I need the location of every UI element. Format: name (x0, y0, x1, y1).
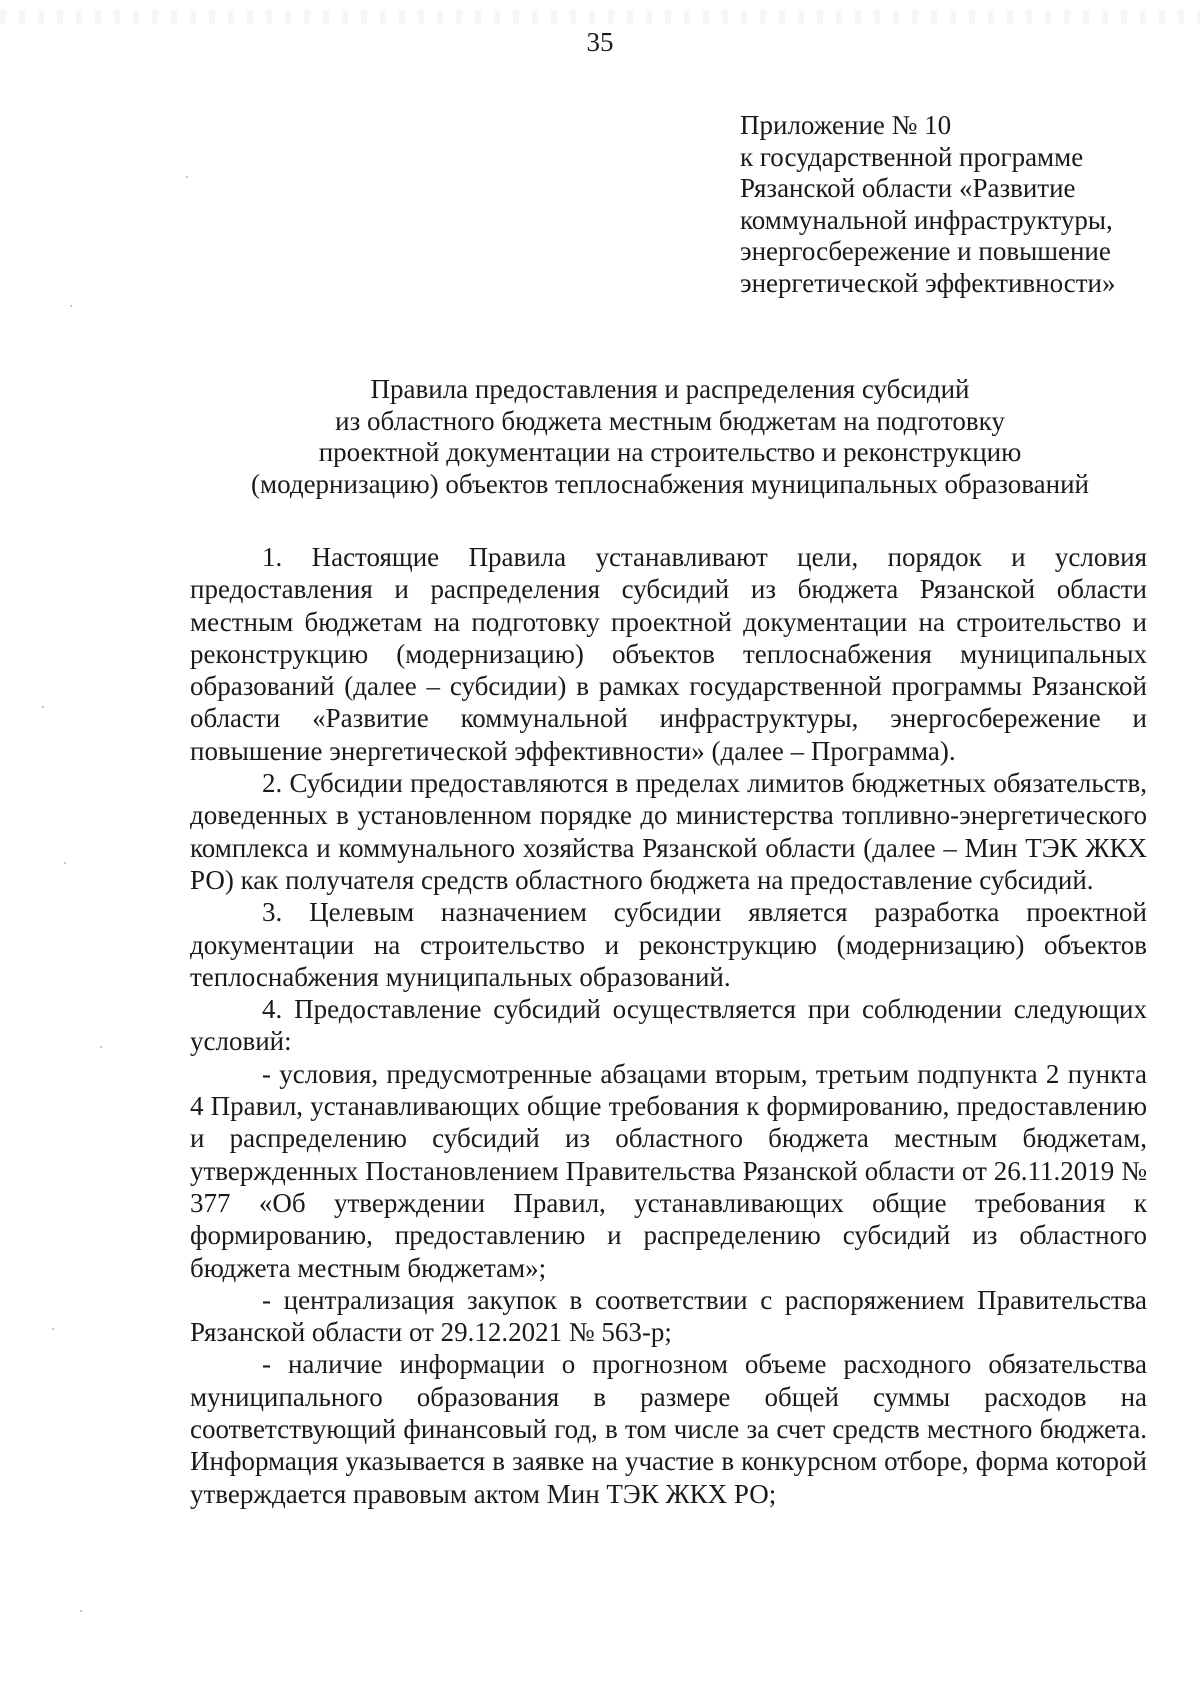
scan-artifact-strip (0, 10, 1200, 24)
appendix-line: энергосбережение и повышение (740, 236, 1111, 266)
page-number: 35 (586, 27, 614, 57)
appendix-line: Приложение № 10 (740, 110, 952, 140)
condition-item-3: - наличие информации о прогнозном объеме расходного обязательства муниципального образования в размере общей суммы расходов на соответствующий финансовый год, в том числе за счет средств местного бюджета. Информация указывается в заявке на участие в конкурсном отборе, форма которой утверждается правовым актом Мин ТЭК ЖКХ РО; (190, 1349, 1147, 1509)
appendix-line: Рязанской области «Развитие (740, 173, 1076, 203)
document-body (190, 541, 1147, 1510)
scan-speck (70, 305, 72, 307)
title-line: из областного бюджета местным бюджетам на подготовку (335, 405, 1005, 436)
document-title (190, 374, 1150, 500)
appendix-note (740, 110, 1180, 299)
appendix-line: энергетической эффективности» (740, 267, 1116, 298)
condition-item-2: - централизация закупок в соответствии с распоряжением Правительства Рязанской области от 29.12.2021 № 563-р; (190, 1284, 1147, 1348)
scan-speck (42, 706, 44, 708)
scan-speck (80, 1610, 82, 1612)
appendix-line: коммунальной инфраструктуры, (740, 204, 1113, 235)
scan-speck (100, 1046, 102, 1048)
paragraph-item-2: 2. Субсидии предоставляются в пределах лимитов бюджетных обязательств, доведенных в установленном порядке до министерства топливно-энергетического комплекса и коммунального хозяйства Рязанской области (далее – Мин ТЭК ЖКХ РО) как получателя средств областного бюджета на предоставление субсидий. (190, 768, 1147, 895)
title-line: проектной документации на строительство и реконструкцию (318, 437, 1022, 467)
paragraph-item-4: 4. Предоставление субсидий осуществляется при соблюдении следующих условий: (190, 994, 1147, 1057)
appendix-line: к государственной программе (740, 141, 1084, 172)
paragraph-item-3: 3. Целевым назначением субсидии является разработка проектной документации на строительство и реконструкцию (модернизацию) объектов теплоснабжения муниципальных образований. (190, 897, 1147, 992)
title-line: Правила предоставления и распределения субсидий (370, 374, 970, 404)
scan-speck (64, 862, 66, 864)
scan-speck (186, 176, 188, 178)
scan-speck (52, 1328, 54, 1330)
condition-item-1: - условия, предусмотренные абзацами вторым, третьим подпункта 2 пункта 4 Правил, устанавливающих общие требования к формированию, предоставлению и распределению субсидий из областного бюджета местным бюджетам, утвержденных Постановлением Правительства Рязанской области от 26.11.2019 № 377 «Об утверждении Правил, устанавливающих общие требования к формированию, предоставлению и распределению субсидий из областного бюджета местным бюджетам»; (190, 1058, 1147, 1283)
paragraph-item-1: 1. Настоящие Правила устанавливают цели, порядок и условия предоставления и распределения субсидий из бюджета Рязанской области местным бюджетам на подготовку проектной документации на строительство и реконструкцию (модернизацию) объектов теплоснабжения муниципальных образований (далее – субсидии) в рамках государственной программы Рязанской области «Развитие коммунальной инфраструктуры, энергосбережение и повышение энергетической эффективности» (далее – Программа). (190, 542, 1147, 766)
title-line: (модернизацию) объектов теплоснабжения муниципальных образований (251, 468, 1089, 499)
